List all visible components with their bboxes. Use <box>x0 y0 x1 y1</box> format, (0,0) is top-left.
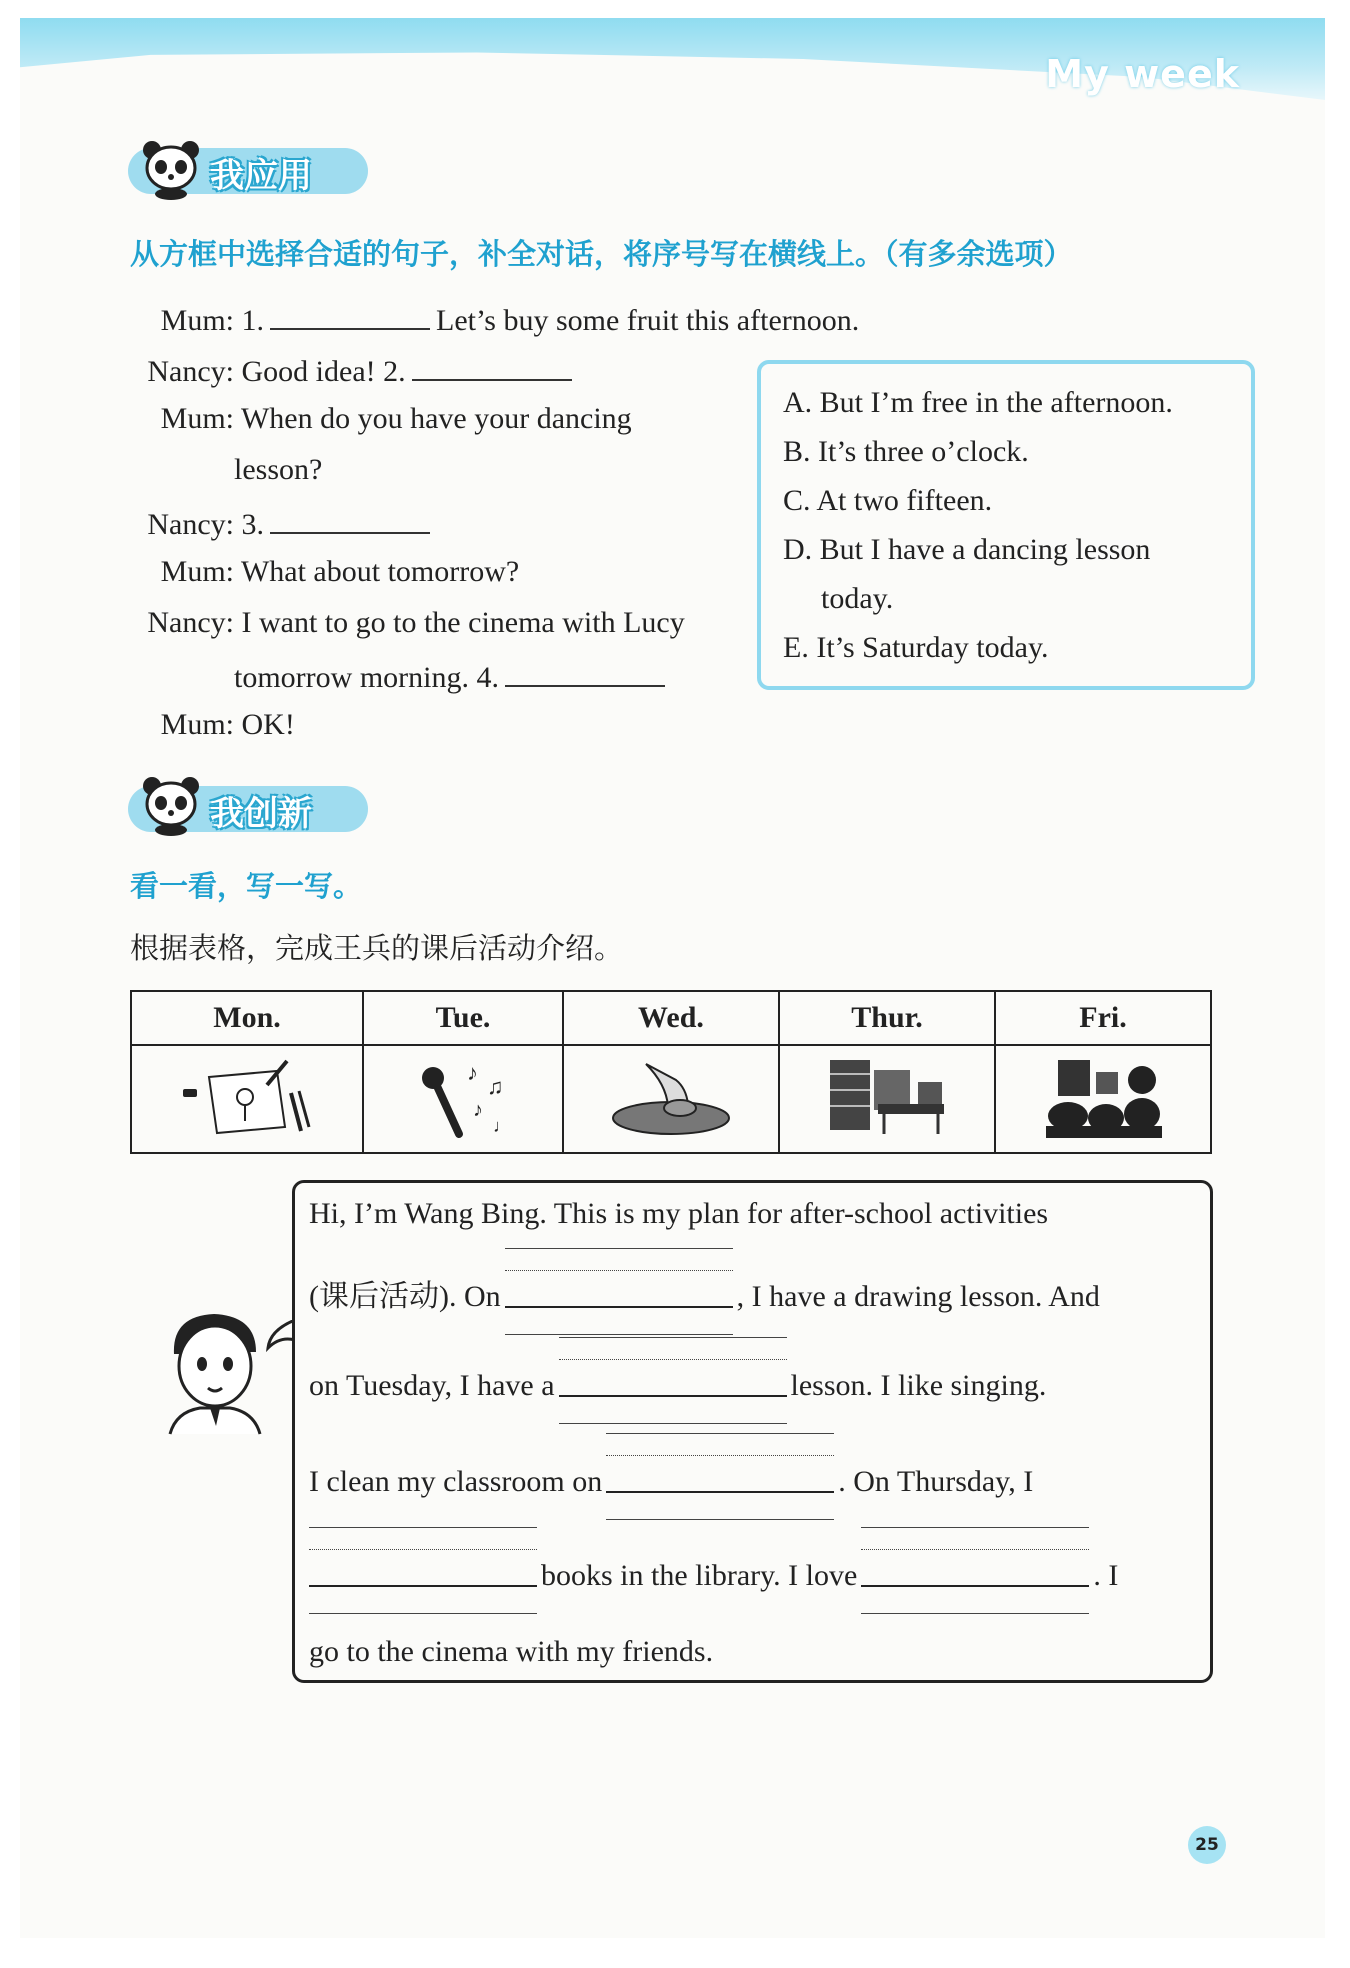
panda-icon <box>138 138 204 200</box>
option-c: C. At two fifteen. <box>783 484 993 517</box>
dialogue-line-3-cont: lesson? <box>234 453 323 486</box>
dialogue-line-6: Nancy: I want to go to the cinema with Lucy <box>147 606 685 639</box>
section-title-create: 我创新 <box>210 794 312 834</box>
dialogue-line-3: Mum: When do you have your dancing <box>160 402 632 435</box>
header-fri: Fri. <box>995 991 1211 1045</box>
svg-text:♫: ♫ <box>487 1073 504 1099</box>
cell-mon <box>131 1045 363 1153</box>
dialogue-line-6-cont: tomorrow morning. 4. <box>234 657 671 695</box>
writing-blank-2[interactable] <box>559 1365 787 1395</box>
svg-text:♪: ♪ <box>473 1098 484 1121</box>
passage-line-4: I clean my classroom on . On Thursday, I <box>309 1461 1033 1499</box>
option-d-cont: today. <box>821 582 894 615</box>
speech-bubble <box>292 1180 1213 1683</box>
passage-line-6: go to the cinema with my friends. <box>309 1635 714 1668</box>
cell-wed <box>563 1045 779 1153</box>
passage-line-5: books in the library. I love . I <box>309 1555 1118 1593</box>
header-mon: Mon. <box>131 991 363 1045</box>
cell-fri <box>995 1045 1211 1153</box>
header-wed: Wed. <box>563 991 779 1045</box>
panda-idea-icon <box>138 774 204 836</box>
writing-blank-4[interactable] <box>309 1555 537 1585</box>
dialogue-line-4: Nancy: 3. <box>130 504 436 542</box>
singing-microphone-icon <box>403 1054 523 1140</box>
boy-avatar <box>160 1308 278 1436</box>
option-e: E. It’s Saturday today. <box>783 631 1049 664</box>
svg-text:♩: ♩ <box>493 1115 512 1136</box>
activity-table <box>130 990 1212 1154</box>
apply-instruction: 从方框中选择合适的句子，补全对话，将序号写在横线上。（有多余选项） <box>130 237 1073 271</box>
dialogue-line-7: Mum: OK! <box>160 708 295 741</box>
cell-thur <box>779 1045 995 1153</box>
answer-blank-3[interactable] <box>270 504 430 534</box>
section-title-apply: 我应用 <box>210 156 312 196</box>
option-a: A. But I’m free in the afternoon. <box>783 386 1173 419</box>
passage-line-3: on Tuesday, I have a lesson. I like singing. <box>309 1365 1046 1403</box>
create-subinstruction: 根据表格，完成王兵的课后活动介绍。 <box>130 931 624 965</box>
writing-blank-3[interactable] <box>606 1461 834 1491</box>
passage-line-2: (课后活动). On , I have a drawing lesson. And <box>309 1271 1100 1315</box>
dialogue-line-1: Mum: 1. Let’s buy some fruit this afternoon. <box>130 300 859 338</box>
cell-tue <box>363 1045 563 1153</box>
passage-line-1: Hi, I’m Wang Bing. This is my plan for after-school activities <box>309 1197 1049 1230</box>
create-instruction: 看一看，写一写。 <box>130 869 363 903</box>
header-tue: Tue. <box>363 991 563 1045</box>
unit-title: My week <box>1045 52 1240 96</box>
option-d: D. But I have a dancing lesson <box>783 533 1151 566</box>
cleaning-icon <box>606 1054 736 1140</box>
writing-blank-1[interactable] <box>505 1276 733 1306</box>
options-box <box>757 360 1255 690</box>
answer-blank-2[interactable] <box>412 351 572 381</box>
cinema-icon <box>1038 1054 1168 1140</box>
option-b: B. It’s three o’clock. <box>783 435 1029 468</box>
answer-blank-1[interactable] <box>270 300 430 330</box>
library-books-icon <box>822 1054 952 1140</box>
dialogue-line-5: Mum: What about tomorrow? <box>160 555 520 588</box>
answer-blank-4[interactable] <box>505 657 665 687</box>
page-number: 25 <box>1188 1826 1226 1864</box>
writing-blank-5[interactable] <box>861 1555 1089 1585</box>
dialogue-line-2: Nancy: Good idea! 2. <box>130 351 578 389</box>
header-thur: Thur. <box>779 991 995 1045</box>
svg-text:♪: ♪ <box>467 1059 479 1085</box>
drawing-icon <box>177 1057 317 1137</box>
